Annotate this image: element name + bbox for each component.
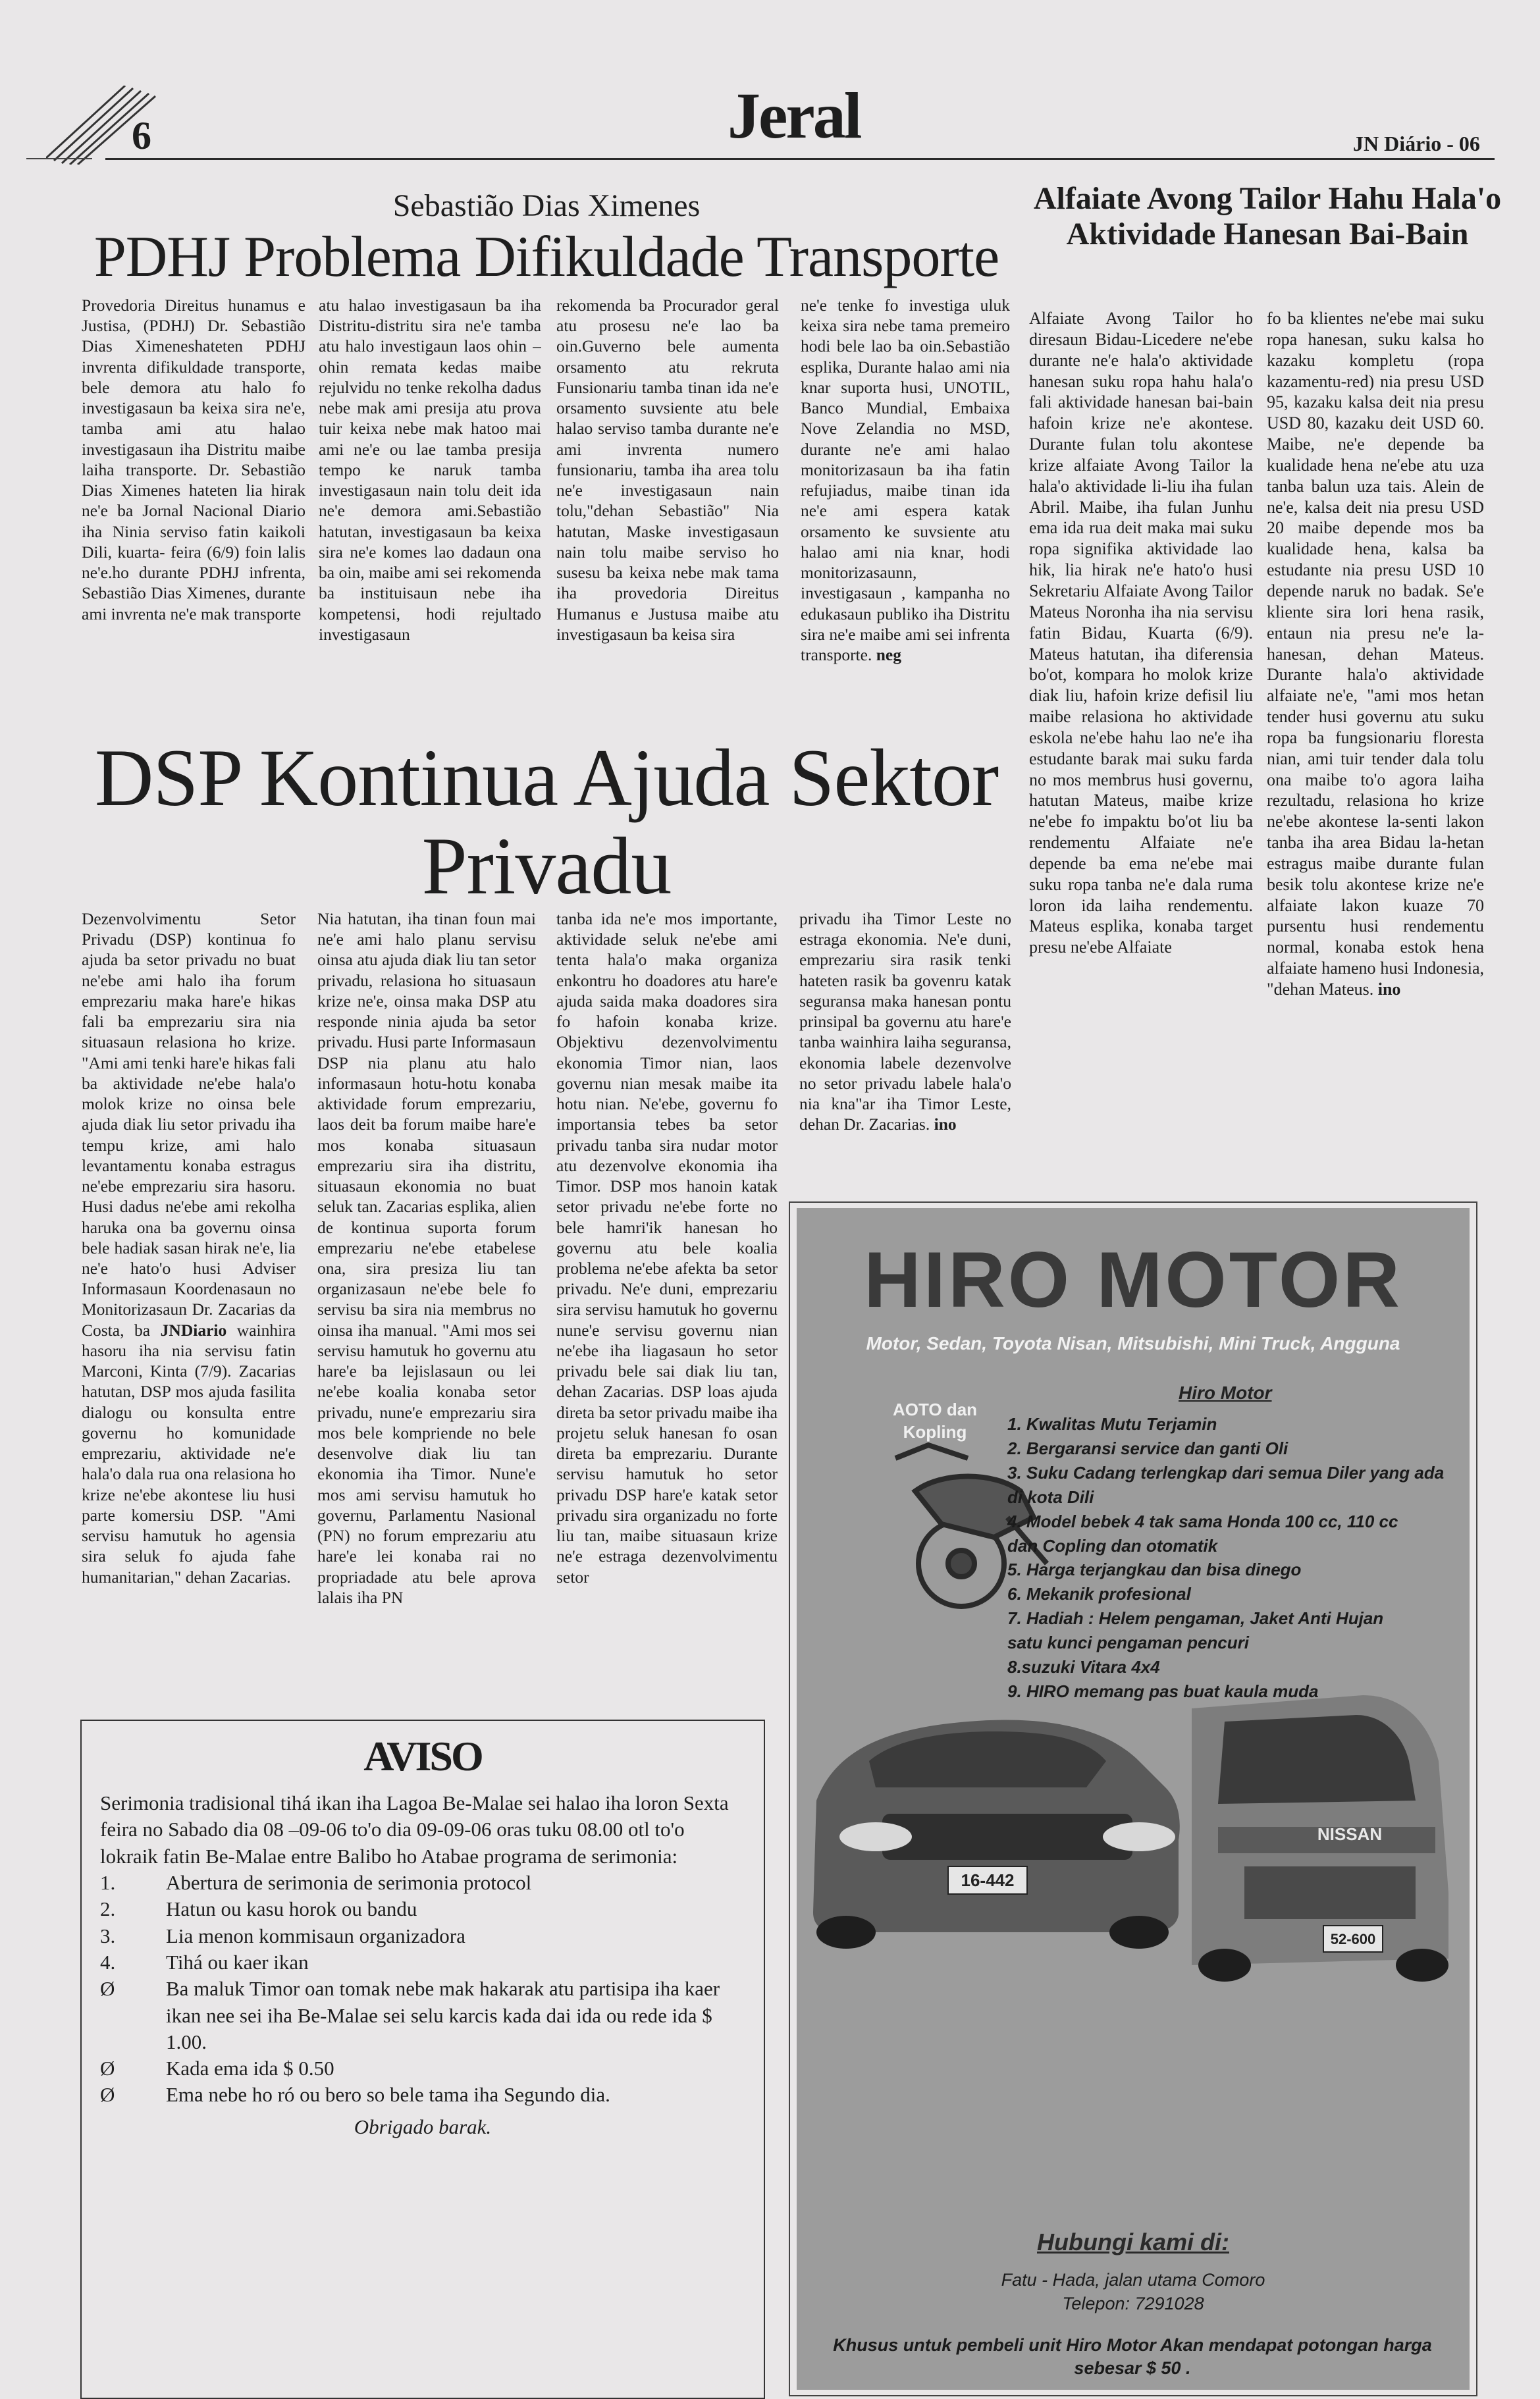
- aviso-title: AVISO: [363, 1733, 482, 1779]
- aviso-item-marker: 4.: [100, 1950, 116, 1974]
- ad-feature-item: 2. Bergaransi service dan ganti Oli: [1007, 1438, 1288, 1458]
- ad-feature-item: 6. Mekanik profesional: [1007, 1584, 1191, 1604]
- ad-address: [797, 2268, 1470, 2316]
- ad-phone: Telepon: 7291028: [1062, 2294, 1204, 2314]
- aviso-item-text: Ba maluk Timor oan tomak nebe mak hakarak atu partisipa iha kaer ikan nee sei iha Be-Malae sei selu karcis kada dai ida ou rede ida $ 1.00.: [166, 1977, 720, 2053]
- ad-feature-item: 5. Harga terjangkau dan bisa dinego: [1007, 1560, 1302, 1580]
- ad-feature-item: 9. HIRO memang pas buat kaula muda: [1007, 1681, 1319, 1701]
- sedan-car-icon: [813, 1720, 1180, 1949]
- article-column: privadu iha Timor Leste no estraga ekonomia. Ne'e duni, emprezariu sira rasik tenki hateten rasik ba govenru katak seguransa maka hanesan pontu prinsipal ba governu atu hare'e tanba wainhira laiha seguransa, ekonomia labele dezenvolve no setor privadu labele hala'o nia kna"ar iha Timor Leste, dehan Dr. Zacarias. ino: [799, 909, 1011, 1134]
- ad-contact-heading: Hubungi kami di:: [1037, 2228, 1229, 2255]
- aviso-item-marker: Ø: [100, 1977, 115, 2001]
- article-column: tanba ida ne'e mos importante, aktividade seluk ne'ebe ami tenta hala'o maka organiza enkontru ho doadores atu hare'e ajuda saida maka doadores sira fo hafoin konaba krize. Objektivu dezenvolvimentu ekonomia Timor nian, laos governu nian mesak maibe ita hotu nian. Ne'ebe, governu fo importansia tebes ba setor privadu tanba sira nudar motor atu dezenvolve ekonomia iha Timor. DSP mos hanoin katak setor privadu ne'ebe forte no bele hamri'ik hanesan ho governu atu bele koalia problema ne'ebe afekta ba setor privadu. Ne'e duni, emprezariu sira servisu hamutuk ho governu nune'e servisu governu nian ne'ebe iha liagasaun ho setor privadu bele sai diak liu tan, dehan Zacarias. DSP loas ajuda direta ba setor privadu maibe iha projetu seluk hanesan fo osan direta ba emprezariu. Durante servisu hamutuk ho setor privadu DSP hare'e katak setor privadu sira organizadu no forte liu tan, maibe situasaun krize ne'e estraga dezenvolvimentu setor: [556, 909, 778, 1587]
- author-signoff: neg: [876, 645, 901, 664]
- ad-list-heading: Hiro Motor: [1179, 1383, 1272, 1403]
- aviso-item-marker: 1.: [100, 1871, 116, 1895]
- author-signoff: ino: [1377, 980, 1401, 999]
- ad-title: HIRO MOTOR: [864, 1236, 1402, 1324]
- ad-address-line: Fatu - Hada, jalan utama Comoro: [1001, 2270, 1265, 2290]
- ad-feature-item: 7. Hadiah : Helem pengaman, Jaket Anti Hujan: [1007, 1608, 1384, 1629]
- aviso-item: [100, 2055, 745, 2082]
- ad-feature-item: 8.suzuki Vitara 4x4: [1007, 1657, 1160, 1677]
- ad-feature-item: 3. Suku Cadang terlengkap dari semua Diler yang ada di kota Dili: [1007, 1462, 1445, 1507]
- aviso-item-marker: 2.: [100, 1897, 116, 1921]
- ad-subtitle: Motor, Sedan, Toyota Nisan, Mitsubishi, Mini Truck, Angguna: [866, 1333, 1400, 1354]
- article-column: atu halao investigasaun ba iha Distritu-distritu sira ne'e tamba atu halo investigaun laos ohin – ohin remata kedas maibe rejulvidu no tenke rekolha dadus nebe mak ami presija atu prova tuir keixa nebe mak hatoo mai ami ne'e ou lae tamba presija tempo ke naruk tamba investigasaun nain tolu deit ida ne'e demora ami.Sebastião hatutan, investigasaun ba keixa sira ne'e komes lao dadaun ona ba oin, maibe ami sei rekomenda ba instituisaun nebe iha kompetensi, hodi rejultado investigasaun: [319, 296, 541, 644]
- truck-brand: NISSAN: [1317, 1824, 1383, 1844]
- article-headline-pdhj: PDHJ Problema Difikuldade Transporte: [93, 225, 999, 289]
- page-number: 6: [132, 114, 151, 157]
- ad-side-label: AOTO dan Kopling: [892, 1400, 978, 1442]
- aviso-item: [100, 1949, 745, 1976]
- publication-label: JN Diário - 06: [1353, 132, 1480, 155]
- article-column: ne'e tenke fo investiga uluk keixa sira nebe tama premeiro hodi bele lao ba oin.Sebastião esplika, Durante halao ami nia knar suporta husi, UNOTIL, Banco Mundial, Embaixa Nove Zelandia no MSD, durante ne'e ami halao monitorizasaun ba iha fatin refujiadus, maibe tinan ida ne'e ami espera katak orsamento ke suvsiente atu halao ami nia knar, hodi monitorizasaunn, investigasaun , kampanha no edukasaun publiko iha Distritu sira ne'e maibe ami sei infrenta transporte. neg: [801, 296, 1010, 664]
- ad-feature-item: 1. Kwalitas Mutu Terjamin: [1007, 1414, 1217, 1434]
- aviso-item: [100, 1870, 745, 1896]
- aviso-notice-box: [80, 1720, 765, 2399]
- aviso-item: [100, 1976, 745, 2055]
- aviso-item-text: Tihá ou kaer ikan: [166, 1950, 309, 1974]
- ad-feature-item: satu kunci pengaman pencuri: [1007, 1633, 1249, 1653]
- article-headline-dsp: DSP Kontinua Ajuda Sektor Privadu: [94, 733, 999, 911]
- aviso-item: [100, 2082, 745, 2108]
- ad-feature-item: dan Copling dan otomatik: [1007, 1535, 1218, 1556]
- header-rule: [105, 158, 1495, 160]
- article-kicker: Sebastião Dias Ximenes: [392, 188, 701, 223]
- section-title: Jeral: [728, 79, 861, 152]
- ad-feature-item: 4. Model bebek 4 tak sama Honda 100 cc, 110 cc: [1007, 1511, 1398, 1531]
- aviso-item: [100, 1896, 745, 1922]
- ad-promo: Khusus untuk pembeli unit Hiro Motor Akan mendapat potongan harga sebesar $ 50 .: [833, 2335, 1432, 2379]
- aviso-item-text: Ema nebe ho ró ou bero so bele tama iha Segundo dia.: [166, 2083, 610, 2107]
- article-column: Provedoria Direitus hunamus e Justisa, (PDHJ) Dr. Sebastião Dias Ximeneshateten PDHJ invrenta difikuldade transporte, bele demora atu halo fo investigasaun ba keixa sira ne'e, tamba ami atu halao investigasaun iha Distritu maibe laiha transporte. Dr. Sebastião Dias Ximenes hateten lia hirak ne'e ba Jornal Nacional Diario iha Ninia serviso fatin kaikoli Dili, kuarta- feira (6/9) foin lalis ne'e.ho durante PDHJ infrenta, Sebastião Dias Ximenes, durante ami invrenta ne'e mak transporte: [82, 296, 305, 623]
- car-plate: 16-442: [961, 1870, 1015, 1890]
- ad-feature-list: [1007, 1412, 1455, 1704]
- vehicle-illustration: [797, 1208, 1470, 2390]
- aviso-item-text: Abertura de serimonia de serimonia protocol: [166, 1871, 532, 1895]
- aviso-list: [100, 1870, 745, 2109]
- aviso-item-text: Lia menon kommisaun organizadora: [166, 1924, 465, 1947]
- aviso-item: [100, 1923, 745, 1949]
- truck-plate: 52-600: [1330, 1931, 1376, 1947]
- aviso-item-text: Kada ema ida $ 0.50: [166, 2057, 334, 2080]
- aviso-item-text: Hatun ou kasu horok ou bandu: [166, 1897, 417, 1921]
- article-headline-alfaiate: Alfaiate Avong Tailor Hahu Hala'o Aktividade Hanesan Bai-Bain: [1033, 181, 1502, 251]
- aviso-item-marker: 3.: [100, 1924, 116, 1947]
- aviso-intro: Serimonia tradisional tihá ikan iha Lagoa Be-Malae sei halao iha loron Sexta feira no Sabado dia 08 –09-06 to'o dia 09-09-06 oras tuku 08.00 otl to'o lokraik fatin Be-Malae entre Balibo ho Atabae programa de serimonia:: [100, 1791, 729, 1868]
- header-rule-left: [26, 158, 92, 159]
- article-column: Dezenvolvimentu Setor Privadu (DSP) kontinua fo ajuda ba setor privadu no buat ne'ebe ami halo iha forum emprezariu maka hare'e hikas fali ba emprezariu sira nia situasaun relasiona ho krize. "Ami ami tenki hare'e hikas fali ba aktividade ne'ebe hala'o molok krize no oinsa bele ajuda diak liu setor privadu iha tempu krize, ami halo levantamentu konaba estragus ne'ebe emprezariu sira hasoru. Husi dadus ne'ebe ami rekolha haruka ona ba governu oinsa bele hadiak sasan hirak ne'e, lia ne'e hato'o husi Adviser Informasaun Koordenasaun no Monitorizasaun Dr. Zacarias da Costa, ba JNDiario wainhira hasoru iha nia servisu fatin Marconi, Kinta (7/9). Zacarias hatutan, DSP mos ajuda fasilita dialogu ou konsulta entre governu ho komunidade emprezariu, aktividade ne'e hala'o dala rua ona relasiona ho krize ne'ebe akontese liu husi parte komersiu DSP. "Ami servisu hamutuk ho agensia sira seluk fo ajuda fahe humanitarian," dehan Zacarias.: [82, 909, 296, 1587]
- hiro-motor-advertisement: [797, 1208, 1470, 2390]
- article-column: rekomenda ba Procurador geral atu prosesu ne'e lao ba oin.Guverno bele aumenta orsamento atu rekruta Funsionariu tamba tinan ida ne'e orsamento suvsiente atu bele halao serviso tamba durante ne'e ami invrenta numero funsionariu, tamba iha area tolu ne'e investigasaun nain tolu,"dehan Sebastião" Nia hatutan, Maske investigasaun nain tolu maibe serviso ho susesu ba keixa nebe mak tama iha provedoria Direitus Humanus e Justusa maibe atu investigasaun ba keisa sira: [556, 296, 779, 644]
- article-column: fo ba klientes ne'ebe mai suku ropa hanesan, suku kalsa ho kazaku kompletu (ropa kazamentu-red) nia presu USD 95, kazaku kalsa deit nia presu USD 80, kazaku deit USD 60. Maibe, ne'e depende ba kualidade hena ne'ebe atu uza tanba balun uza tais. Alein de ne'e, kalsa deit nia presu USD 20 maibe depende mos ba kualidade hena, kalsa ba estudante nia presu USD 10 depende naruk no badak. Se'e kliente sira lori hena rasik, entaun nia presu ne'e la-hanesan, dehan Mateus. Durante hala'o aktividade alfaiate ne'e, "ami mos hetan tender husi governu atu suku ropa ba fungsionariu floresta nian, ami tuir tender dala tolu ona maibe to'o agora laiha rezultadu, relasiona ho krize ne'ebe akontese la-senti lakon tanba iha area Bidau la-hetan estragus maibe durante fulan besik tolu akontese krize ne'e alfaiate lakon kuaze 70 pursentu husi rendementu normal, konaba estok hena alfaiate hameno husi Indonesia, "dehan Mateus. ino: [1267, 309, 1484, 999]
- aviso-thanks: Obrigado barak.: [354, 2115, 492, 2138]
- article-column: Nia hatutan, iha tinan foun mai ne'e ami halo planu servisu oinsa atu ajuda diak liu tan setor privadu, relasiona ho situasaun krize ne'e, oinsa maka DSP atu responde ninia ajuda ba setor privadu. Husi parte Informasaun DSP nia planu atu halo informasaun hotu-hotu konaba aktividade forum emprezariu, laos deit ba forum maibe hare'e mos konaba situasaun emprezariu sira iha distritu, situasaun ekonomia no buat seluk tan. Zacarias esplika, alien de kontinua suporta forum emprezariu ne'ebe etabelese ona, sira presiza liu tan organizasaun ne'ebe bele fo servisu ba sira nia membrus no oinsa iha manual. "Ami mos sei servisu hamutuk ho governu atu hare'e ba lejislasaun ou lei ne'ebe koalia konaba setor privadu, nune'e emprezariu sira mos bele kompriende no bele desenvolve diak liu tan ekonomia iha Timor. Nune'e mos ami servisu hamutuk ho governu, Parlamentu Nasional (PN) no forum emprezariu atu hare'e lei konaba rai no propriadade atu bele aprova lalais iha PN: [317, 909, 536, 1607]
- newspaper-name: JNDiario: [160, 1320, 227, 1340]
- article-column: Alfaiate Avong Tailor ho diresaun Bidau-Licedere ne'ebe durante ne'e hala'o aktividade hanesan suku ropa hahu hala'o fali aktividade hanesan bai-bain hafoin krize ne'e akontese. Durante fulan tolu akontese krize alfaiate Avong Tailor la hala'o aktividade li-liu iha fulan Abril. Maibe, iha fulan Junhu ema ida rua deit maka mai suku ropa signifika aktividade lao hik, lia hirak ne'e hato'o husi Sekretariu Alfaiate Avong Tailor Mateus Noronha iha nia servisu fatin Bidau, Kuarta (6/9). Mateus hatutan, iha diferensia bo'ot, kompara ho molok krize diak liu, hafoin krize defisil liu maibe relasiona ho aktividade eskola ne'ebe hahu lao ne'e iha estudante barak mai suku farda no mos membrus husi governu, hatutan Mateus, maibe krize ne'ebe fo impaktu bo'ot liu ba rendementu Alfaiate ne'e depende ba ema ne'ebe mai suku ropa tanba ne'e dala ruma loron ida laiha rendementu. Mateus esplika, konaba target presu ne'ebe Alfaiate: [1029, 309, 1253, 957]
- aviso-item-marker: Ø: [100, 2083, 115, 2107]
- author-signoff: ino: [934, 1115, 957, 1134]
- aviso-item-marker: Ø: [100, 2057, 115, 2080]
